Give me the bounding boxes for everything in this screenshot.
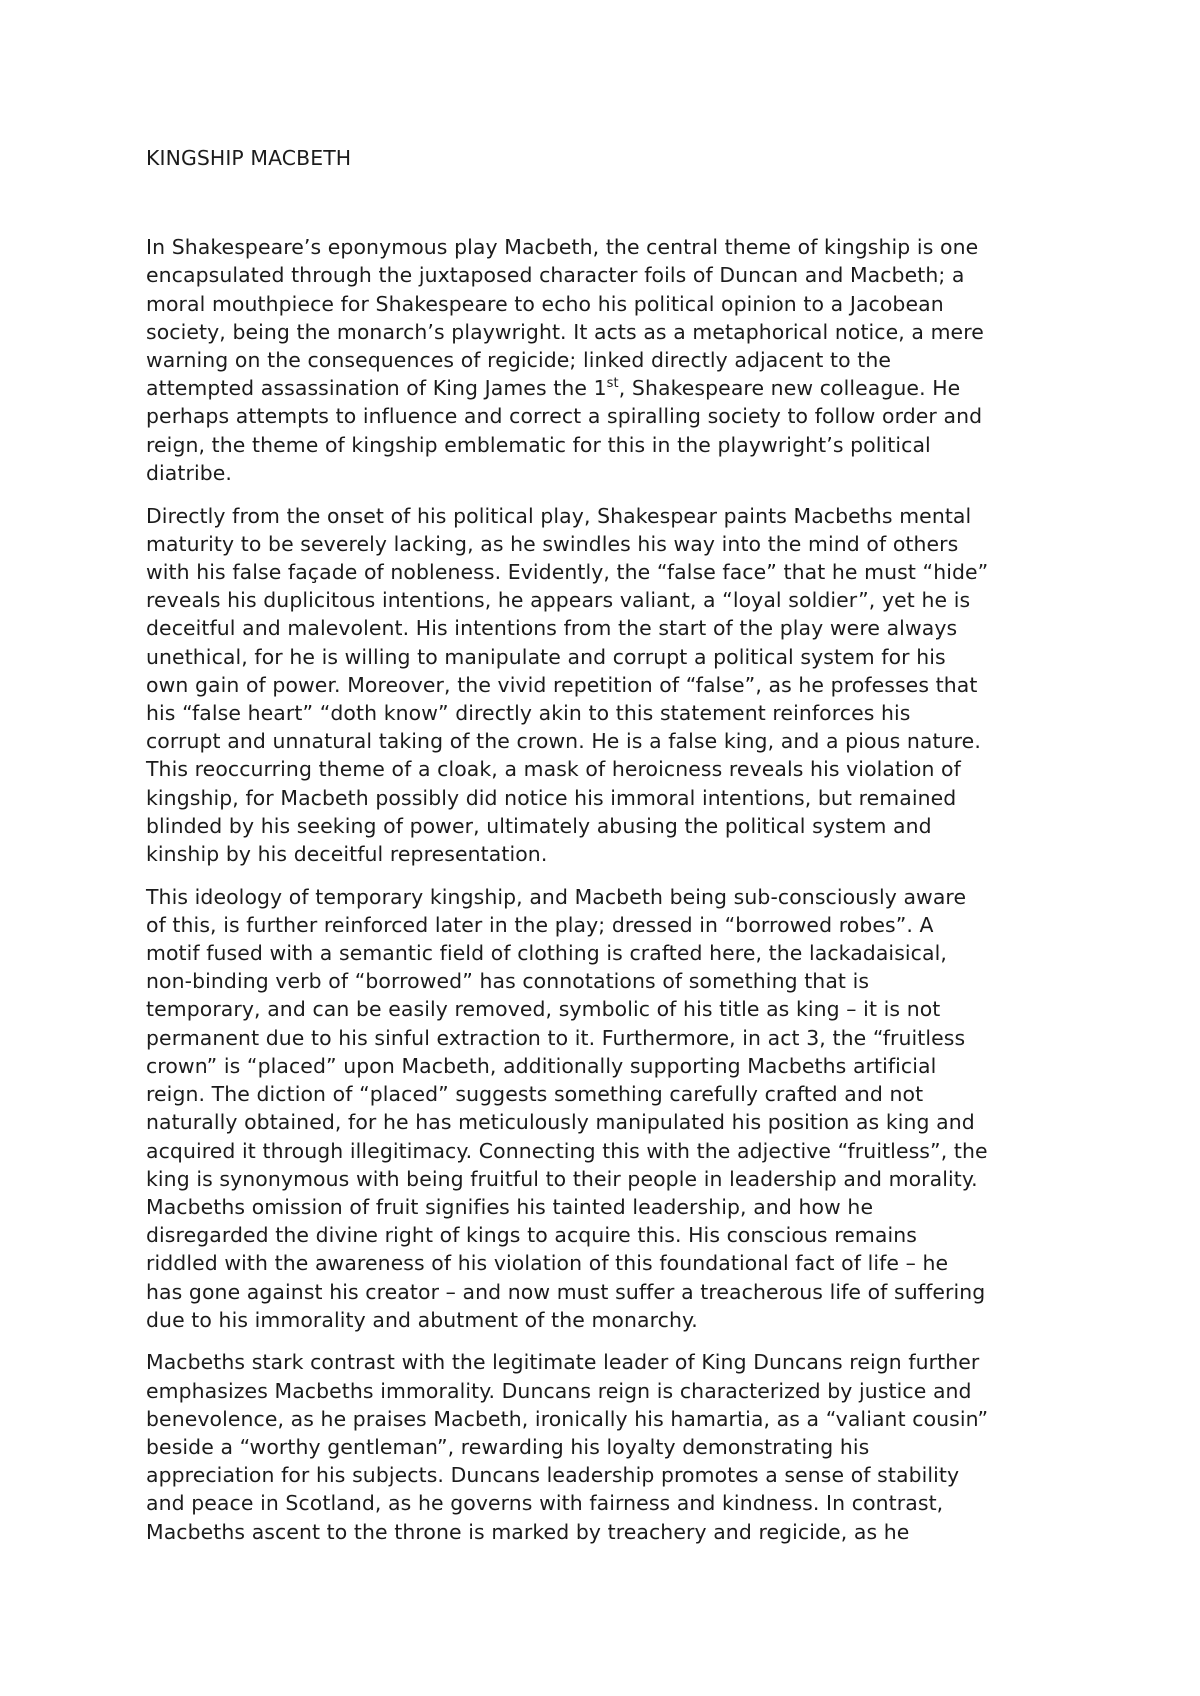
text-line: Macbeths stark contrast with the legitimate leader of King Duncans reign further — [146, 1350, 980, 1375]
text-line: king is synonymous with being fruitful to their people in leadership and morality. — [146, 1166, 978, 1191]
text-line: permanent due to his sinful extraction to it. Furthermore, in act 3, the “fruitless — [146, 1025, 966, 1050]
text-line: reign, the theme of kingship emblematic for this in the playwright’s political — [146, 432, 931, 457]
text-line: moral mouthpiece for Shakespeare to echo his political opinion to a Jacobean — [146, 291, 944, 316]
text-line: motif fused with a semantic field of clothing is crafted here, the lackadaisical, — [146, 941, 947, 966]
text-line: emphasizes Macbeths immorality. Duncans reign is characterized by justice and — [146, 1378, 972, 1403]
text-line: This reoccurring theme of a cloak, a mask of heroicness reveals his violation of — [146, 757, 961, 782]
body-paragraph — [146, 883, 1066, 1334]
paragraph-list — [146, 233, 1066, 1546]
text-line: with his false façade of nobleness. Evidently, the “false face” that he must “hide” — [146, 559, 989, 584]
text-line: blinded by his seeking of power, ultimately abusing the political system and — [146, 813, 932, 838]
text-line: has gone against his creator – and now must suffer a treacherous life of suffering — [146, 1279, 986, 1304]
text-line: due to his immorality and abutment of the monarchy. — [146, 1307, 698, 1332]
ordinal-superscript: st — [606, 376, 619, 392]
text-line: This ideology of temporary kingship, and Macbeth being sub-consciously aware — [146, 884, 967, 909]
text-line: deceitful and malevolent. His intentions from the start of the play were always — [146, 616, 958, 641]
text-line: disregarded the divine right of kings to acquire this. His conscious remains — [146, 1223, 917, 1248]
text-line: own gain of power. Moreover, the vivid repetition of “false”, as he professes that — [146, 672, 978, 697]
text-segment: attempted assassination of King James the 1 — [146, 376, 607, 401]
text-line: naturally obtained, for he has meticulously manipulated his position as king and — [146, 1110, 975, 1135]
text-segment: , Shakespeare new colleague. He — [618, 376, 961, 401]
text-line: corrupt and unnatural taking of the crown. He is a false king, and a pious nature. — [146, 729, 981, 754]
text-line: reign. The diction of “placed” suggests something carefully crafted and not — [146, 1082, 924, 1107]
text-line: his “false heart” “doth know” directly akin to this statement reinforces his — [146, 700, 911, 725]
text-line: encapsulated through the juxtaposed character foils of Duncan and Macbeth; a — [146, 263, 965, 288]
text-line: beside a “worthy gentleman”, rewarding his loyalty demonstrating his — [146, 1435, 870, 1460]
text-line: maturity to be severely lacking, as he swindles his way into the mind of others — [146, 531, 959, 556]
body-paragraph — [146, 233, 1066, 487]
body-paragraph — [146, 502, 1066, 869]
text-line: appreciation for his subjects. Duncans leadership promotes a sense of stability — [146, 1463, 960, 1488]
body-paragraph — [146, 1348, 1066, 1545]
text-line: Macbeths omission of fruit signifies his tainted leadership, and how he — [146, 1194, 874, 1219]
text-line: unethical, for he is willing to manipulate and corrupt a political system for his — [146, 644, 946, 669]
text-line: warning on the consequences of regicide; linked directly adjacent to the — [146, 348, 892, 373]
text-line: diatribe. — [146, 460, 233, 485]
text-line: riddled with the awareness of his violation of this foundational fact of life – he — [146, 1251, 949, 1276]
document-body — [146, 144, 1066, 1560]
text-line: Directly from the onset of his political play, Shakespear paints Macbeths mental — [146, 503, 972, 528]
text-line: Macbeths ascent to the throne is marked by treachery and regicide, as he — [146, 1519, 910, 1544]
text-line: of this, is further reinforced later in the play; dressed in “borrowed robes”. A — [146, 912, 934, 937]
text-line: In Shakespeare’s eponymous play Macbeth, the central theme of kingship is one — [146, 235, 979, 260]
text-line: and peace in Scotland, as he governs with fairness and kindness. In contrast, — [146, 1491, 944, 1516]
text-line: reveals his duplicitous intentions, he appears valiant, a “loyal soldier”, yet he is — [146, 588, 971, 613]
text-line: society, being the monarch’s playwright. It acts as a metaphorical notice, a mere — [146, 319, 984, 344]
text-line: temporary, and can be easily removed, symbolic of his title as king – it is not — [146, 997, 941, 1022]
text-line: non-binding verb of “borrowed” has connotations of something that is — [146, 969, 870, 994]
text-line — [146, 374, 1066, 402]
text-line: perhaps attempts to influence and correct a spiralling society to follow order and — [146, 404, 983, 429]
text-line: kinship by his deceitful representation. — [146, 841, 548, 866]
document-title: KINGSHIP MACBETH — [146, 146, 352, 170]
text-line: crown” is “placed” upon Macbeth, additionally supporting Macbeths artificial — [146, 1053, 937, 1078]
text-line: benevolence, as he praises Macbeth, ironically his hamartia, as a “valiant cousin” — [146, 1406, 989, 1431]
text-line: acquired it through illegitimacy. Connecting this with the adjective “fruitless”, the — [146, 1138, 988, 1163]
text-line: kingship, for Macbeth possibly did notice his immoral intentions, but remained — [146, 785, 957, 810]
